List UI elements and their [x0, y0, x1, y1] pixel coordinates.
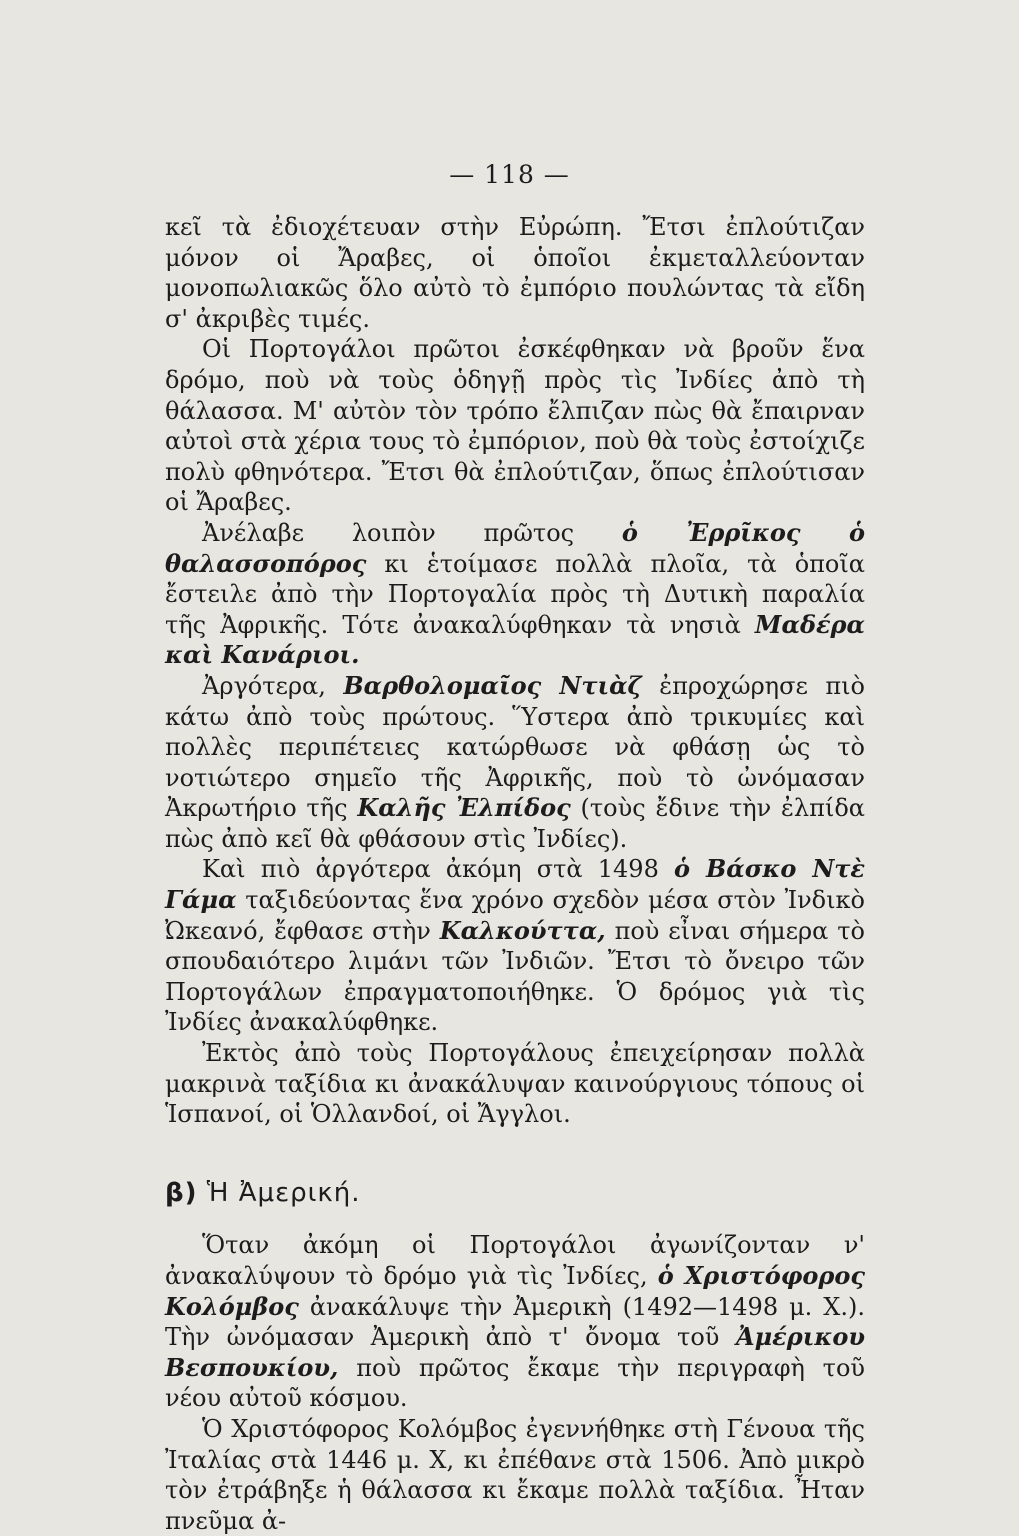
paragraph-3-text-b: κι ἑτοίμασε πολλὰ πλοῖα, τὰ ὁποῖα ἔστειλε ἀπὸ τὴν Πορτογαλία πρὸς τὴ Δυτικὴ παραλία τῆς Ἀφρικῆς. Τότε ἀνακαλύφθηκαν τὰ νησιὰ	[165, 549, 865, 639]
paragraph-4-text-a: Ἀργότερα,	[202, 671, 326, 700]
paragraph-8-text: Ὁ Χριστόφορος Κολόμβος ἐγεννήθηκε στὴ Γένουα τῆς Ἰταλίας στὰ 1446 μ. Χ, κι ἐπέθανε στὰ 1506. Ἀπὸ μικρὸ τὸν ἐτράβηξε ἡ θάλασσα κι ἔκαμε πολλὰ ταξίδια. Ἦταν πνεῦμα ἀ-	[165, 1414, 865, 1535]
paragraph-3	[165, 518, 865, 671]
section-heading-title: Ἡ Ἀμερική.	[206, 1177, 361, 1208]
page-number: — 118 —	[449, 160, 570, 189]
paragraph-2-text: Οἱ Πορτογάλοι πρῶτοι ἐσκέφθηκαν νὰ βροῦν ἕνα δρόμο, ποὺ νὰ τοὺς ὁδηγῇ πρὸς τὶς Ἰνδίες ἀπὸ τὴ θάλασσα. Μ' αὐτὸν τὸν τρόπο ἔλπιζαν πὼς θὰ ἔπαιρναν αὐτοὶ στὰ χέρια τους τὸ ἐμπόριον, ποὺ θὰ τοὺς ἐστοίχιζε πολὺ φθηνότερα. Ἔτσι θὰ ἐπλούτιζαν, ὅπως ἐπλούτισαν οἱ Ἄραβες.	[165, 335, 865, 517]
paragraph-7-text-a: Ὅταν ἀκόμη οἱ Πορτογάλοι ἀγωνίζονταν ν' ἀνακαλύψουν τὸ δρόμο γιὰ τὶς Ἰνδίες,	[165, 1231, 865, 1290]
paragraph-5-text-b: ταξιδεύοντας ἕνα χρόνο σχεδὸν μέσα στὸν Ἰνδικὸ Ὠκεανό, ἔφθασε στὴν	[165, 886, 865, 945]
name-madeira-canaries: Μαδέρα καὶ Κανάριοι.	[165, 609, 865, 670]
name-columbus: ὁ Χριστόφορος Κολόμβος	[165, 1261, 866, 1321]
paragraph-1	[165, 212, 865, 334]
paragraph-3-text-a: Ἀνέλαβε λοιπὸν πρῶτος	[202, 518, 575, 547]
name-diaz: Βαρθολομαῖος Ντιὰζ	[343, 670, 642, 700]
paragraph-6	[165, 1038, 865, 1130]
paragraph-4	[165, 671, 865, 855]
name-vasco-da-gama: ὁ Βάσκο Ντὲ Γάμα	[165, 854, 865, 915]
section-heading	[165, 1178, 865, 1209]
text-body	[165, 212, 865, 1536]
name-errikos: ὁ Ἐρρῖκος ὁ θαλασσοπόρος	[165, 517, 865, 578]
paragraph-8	[165, 1414, 865, 1536]
name-vespucci: Ἀμέρικου Βεσπουκίου,	[165, 1322, 865, 1382]
paragraph-4-text-b: ἐπροχώρησε πιὸ κάτω ἀπὸ τοὺς πρώτους. Ὕστερα ἀπὸ τρικυμίες καὶ πολλὲς περιπέτειες κατώρθωσε νὰ φθάσῃ ὡς τὸ νοτιώτερο σημεῖο τῆς Ἀφρικῆς, ποὺ τὸ ὠνόμασαν Ἀκρωτήριο τῆς	[165, 671, 865, 823]
paragraph-1-text: κεῖ τὰ ἐδιοχέτευαν στὴν Εὐρώπη. Ἔτσι ἐπλούτιζαν μόνον οἱ Ἄραβες, οἱ ὁποῖοι ἐκμεταλλεύονταν μονοπωλιακῶς ὅλο αὐτὸ τὸ ἐμπόριο πουλώντας τὰ εἴδη σ' ἀκριβὲς τιμές.	[165, 213, 865, 333]
paragraph-5-text-c: ποὺ εἶναι σήμερα τὸ σπουδαιότερο λιμάνι τῶν Ἰνδιῶν. Ἔτσι τὸ ὄνειρο τῶν Πορτογάλων ἐπραγματοποιήθηκε. Ὁ δρόμος γιὰ τὶς Ἰνδίες ἀνακαλύφθηκε.	[165, 916, 865, 1037]
paragraph-7-text-b: ἀνακάλυψε τὴν Ἀμερικὴ (1492—1498 μ. Χ.). Τὴν ὠνόμασαν Ἀμερικὴ ἀπὸ τ' ὄνομα τοῦ	[165, 1292, 865, 1352]
paragraph-4-text-c: (τοὺς ἔδινε τὴν ἐλπίδα πὼς ἀπὸ κεῖ θὰ φθάσουν στὶς Ἰνδίες).	[165, 794, 865, 853]
paragraph-5-text-a: Καὶ πιὸ ἀργότερα ἀκόμη στὰ 1498	[202, 855, 659, 884]
paragraph-7	[165, 1230, 865, 1414]
paragraph-2	[165, 334, 865, 518]
section-heading-mark: β)	[165, 1177, 198, 1208]
paragraph-7-text-c: ποὺ πρῶτος ἔκαμε τὴν περιγραφὴ τοῦ νέου αὐτοῦ κόσμου.	[165, 1353, 866, 1413]
name-calcutta: Καλκούττα,	[439, 915, 606, 945]
paragraph-6-text: Ἐκτὸς ἀπὸ τοὺς Πορτογάλους ἐπειχείρησαν πολλὰ μακρινὰ ταξίδια κι ἀνακάλυψαν καινούργιους τόπους οἱ Ἱσπανοί, οἱ Ὁλλανδοί, οἱ Ἄγγλοι.	[165, 1039, 865, 1129]
name-good-hope: Καλῆς Ἐλπίδος	[357, 793, 571, 823]
paragraph-5	[165, 854, 865, 1038]
